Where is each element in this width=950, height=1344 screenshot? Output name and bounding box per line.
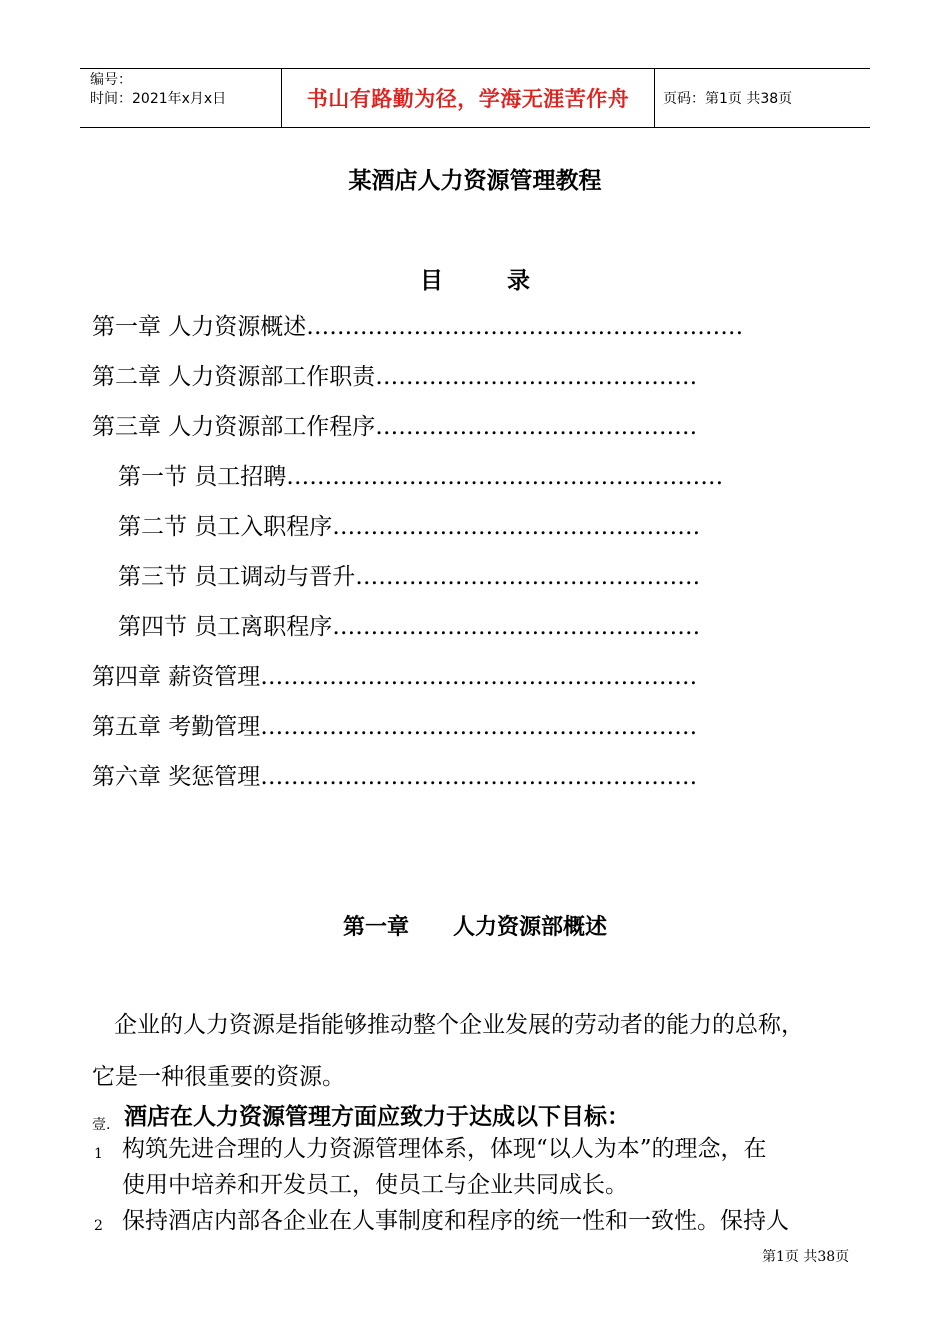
page-footer: 第1页 共38页 [762,1249,850,1265]
toc-heading: 目 录 [419,267,558,294]
chapter-heading: 第一章 人力资源部概述 [342,914,607,940]
toc-entry[interactable]: 第二节 员工入职程序………………………………………… [118,514,701,540]
toc-entry[interactable]: 第四节 员工离职程序………………………………………… [118,614,701,640]
header-motto: 书山有路勤为径，学海无涯苦作舟 [282,69,655,127]
header-page-info: 页码：第1页 共38页 [663,91,793,107]
section-title: 酒店在人力资源管理方面应致力于达成以下目标： [124,1103,630,1130]
document-title: 某酒店人力资源管理教程 [348,167,602,194]
list-item-marker: 2 [94,1218,103,1234]
list-item-line: 构筑先进合理的人力资源管理体系，体现“以人为本”的理念，在 [122,1136,767,1162]
section-marker: 壹. [92,1117,111,1133]
header-time-label: 时间：2021年x月x日 [90,91,227,107]
header-number-label: 编号： [90,72,132,88]
page-header [80,68,870,128]
list-item-marker: 1 [94,1146,103,1162]
toc-entry[interactable]: 第一节 员工招聘………………………………………………… [118,464,724,490]
toc-entry[interactable]: 第二章 人力资源部工作职责…………………………………… [92,364,698,390]
toc-entry[interactable]: 第六章 奖惩管理………………………………………………… [92,764,698,790]
list-item-line: 保持酒店内部各企业在人事制度和程序的统一性和一致性。保持人 [122,1208,789,1234]
toc-entry[interactable]: 第五章 考勤管理………………………………………………… [92,714,698,740]
toc-entry[interactable]: 第四章 薪资管理………………………………………………… [92,664,698,690]
toc-entry[interactable]: 第三节 员工调动与晋升……………………………………… [118,564,701,590]
list-item-line: 使用中培养和开发员工，使员工与企业共同成长。 [122,1172,628,1198]
intro-line-1: 企业的人力资源是指能够推动整个企业发展的劳动者的能力的总称， [114,1012,804,1038]
toc-entry[interactable]: 第一章 人力资源概述………………………………………………… [92,314,744,340]
header-meta [80,69,282,127]
intro-line-2: 它是一种很重要的资源。 [92,1064,345,1090]
toc-entry[interactable]: 第三章 人力资源部工作程序…………………………………… [92,414,698,440]
